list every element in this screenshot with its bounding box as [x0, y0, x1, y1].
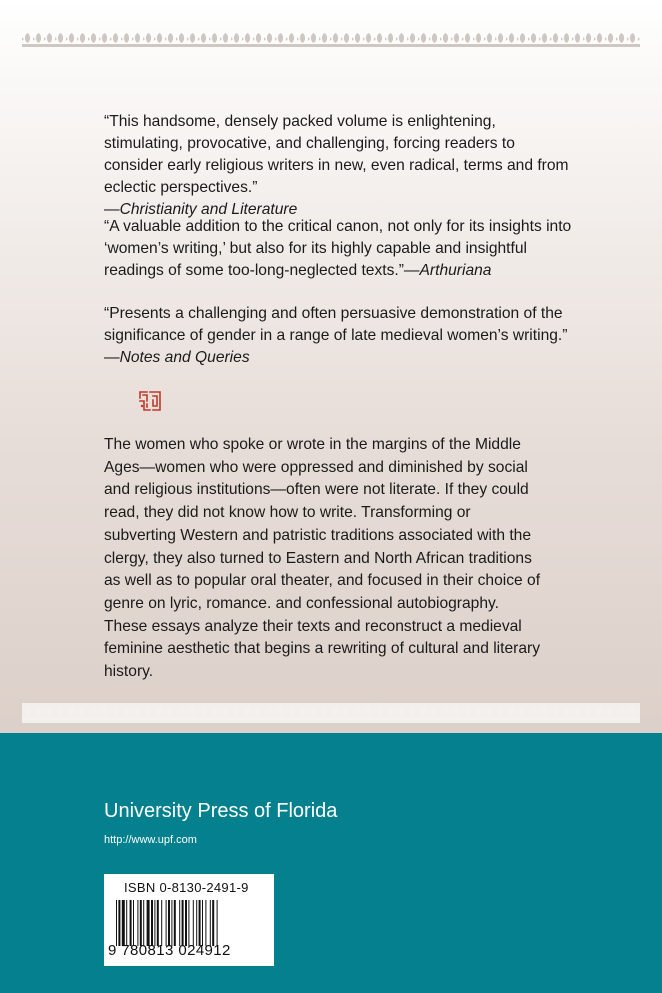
- bottom-decorative-border: [22, 703, 640, 723]
- publisher-band: [0, 733, 662, 993]
- quote-source-dash: —: [104, 201, 120, 218]
- quote-source-dash: —: [403, 262, 420, 279]
- quote-text: “A valuable addition to the critical canon, not only for its insights into ‘women’s writing,’ but also for its highly capable and insightful readings of some too-long-neglected texts.”: [104, 218, 572, 279]
- review-quote-2: [104, 216, 574, 282]
- fleuron-border-ornament-icon: [22, 30, 640, 50]
- maze-emblem-icon: [137, 388, 163, 414]
- ean-digits: 9 780813 024912: [108, 942, 231, 959]
- quote-source-dash: —: [104, 349, 120, 366]
- fleuron-border-ornament-icon: [22, 703, 640, 723]
- top-decorative-border: [22, 30, 640, 50]
- isbn-barcode: [104, 874, 274, 966]
- quote-source: Arthuriana: [419, 262, 492, 279]
- quote-source: Christianity and Literature: [119, 201, 298, 218]
- quote-text: “This handsome, densely packed volume is enlightening, stimulating, provocative, and challenging, forcing readers to consider early religious writers in new, even radical, terms and from eclectic perspectives.”: [104, 113, 569, 196]
- publisher-name: University Press of Florida: [104, 800, 338, 822]
- barcode-bars: [114, 900, 264, 946]
- review-quote-1: [104, 111, 574, 221]
- isbn-number: ISBN 0-8130-2491-9: [124, 880, 249, 895]
- quote-source: Notes and Queries: [119, 349, 250, 366]
- book-description: The women who spoke or wrote in the margins of the Middle Ages—women who were oppressed and diminished by social and religious institutions—often were not literate. If they could read, they did not know how to write. Transforming or subverting Western and patristic traditions associated with the clergy, they also turned to Eastern and North African traditions as well as to popular oral theater, and focused in their choice of genre on lyric, romance. and confessional autobiography. These essays analyze their texts and reconstruct a medieval feminine aesthetic that begins a rewriting of cultural and literary history.: [104, 436, 541, 681]
- quote-text: “Presents a challenging and often persuasive demonstration of the significance of gender in a range of late medieval women’s writing.”: [104, 305, 568, 344]
- review-quote-3: [104, 303, 574, 369]
- publisher-url[interactable]: http://www.upf.com: [104, 834, 197, 846]
